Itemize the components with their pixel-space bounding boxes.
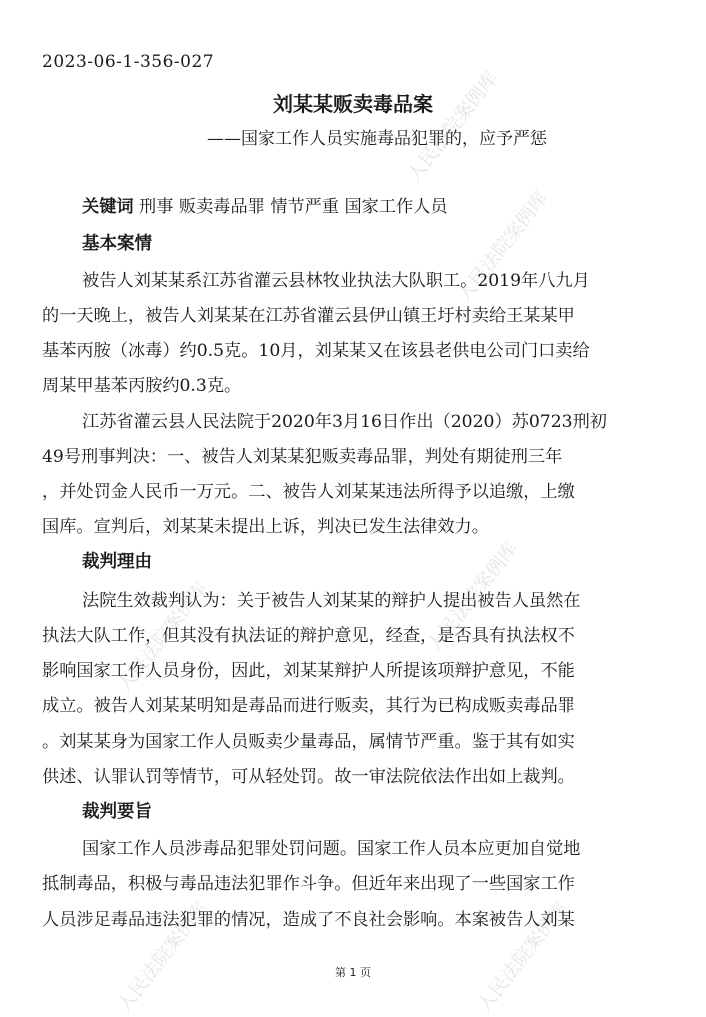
paragraph-line: 基苯丙胺（冰毒）约0.5克。10月，刘某某又在该县老供电公司门口卖给: [42, 341, 590, 361]
paragraph-line: 的一天晚上，被告人刘某某在江苏省灌云县伊山镇王圩村卖给王某某甲: [42, 306, 575, 326]
section-heading-facts: 基本案情: [82, 234, 152, 254]
page-title: 刘某某贩卖毒品案: [273, 92, 433, 116]
case-id: 2023-06-1-356-027: [42, 52, 215, 72]
paragraph-line: 。刘某某身为国家工作人员贩卖少量毒品，属情节严重。鉴于其有如实: [42, 732, 575, 752]
watermark: 人民法院案例库: [473, 897, 573, 1017]
paragraph-line: 法院生效裁判认为：关于被告人刘某某的辩护人提出被告人虽然在: [82, 591, 581, 611]
section-heading-reasoning: 裁判理由: [82, 552, 152, 572]
paragraph-line: 周某甲基苯丙胺约0.3克。: [42, 376, 242, 396]
paragraph-line: 影响国家工作人员身份，因此，刘某某辩护人所提该项辩护意见，不能: [42, 661, 575, 681]
paragraph-line: 抵制毒品，积极与毒品违法犯罪作斗争。但近年来出现了一些国家工作: [42, 874, 575, 894]
watermark: 人民法院案例库: [403, 67, 503, 187]
paragraph-line: ，并处罚金人民币一万元。二、被告人刘某某违法所得予以追缴，上缴: [42, 482, 575, 502]
watermark: 人民法院案例库: [453, 187, 553, 307]
watermark: 人民法院案例库: [423, 537, 523, 657]
keywords-text: 刑事 贩卖毒品罪 情节严重 国家工作人员: [133, 197, 448, 217]
keywords-label: 关键词: [82, 197, 134, 217]
paragraph-line: 被告人刘某某系江苏省灌云县林牧业执法大队职工。2019年八九月: [82, 271, 590, 291]
paragraph-line: 49号刑事判决：一、被告人刘某某犯贩卖毒品罪，判处有期徒刑三年: [42, 447, 563, 467]
paragraph-line: 供述、认罪认罚等情节，可从轻处罚。故一审法院依法作出如上裁判。: [42, 767, 575, 787]
page-number: 第 1 页: [335, 966, 371, 979]
paragraph-line: 国库。宣判后，刘某某未提出上诉，判决已发生法律效力。: [42, 517, 489, 537]
section-heading-gist: 裁判要旨: [82, 802, 152, 822]
keywords-line: [82, 192, 448, 217]
paragraph-line: 成立。被告人刘某某明知是毒品而进行贩卖，其行为已构成贩卖毒品罪: [42, 696, 575, 716]
watermark: 人民法院案例库: [113, 577, 213, 697]
watermark: 人民法院案例库: [113, 897, 213, 1017]
paragraph-line: 国家工作人员涉毒品犯罪处罚问题。国家工作人员本应更加自觉地: [82, 839, 581, 859]
paragraph-line: 执法大队工作，但其没有执法证的辩护意见，经查，是否具有执法权不: [42, 626, 575, 646]
page-subtitle: ——国家工作人员实施毒品犯罪的，应予严惩: [207, 129, 547, 149]
paragraph-line: 人员涉足毒品违法犯罪的情况，造成了不良社会影响。本案被告人刘某: [42, 910, 575, 930]
paragraph-line: 江苏省灌云县人民法院于2020年3月16日作出（2020）苏0723刑初: [82, 412, 607, 432]
